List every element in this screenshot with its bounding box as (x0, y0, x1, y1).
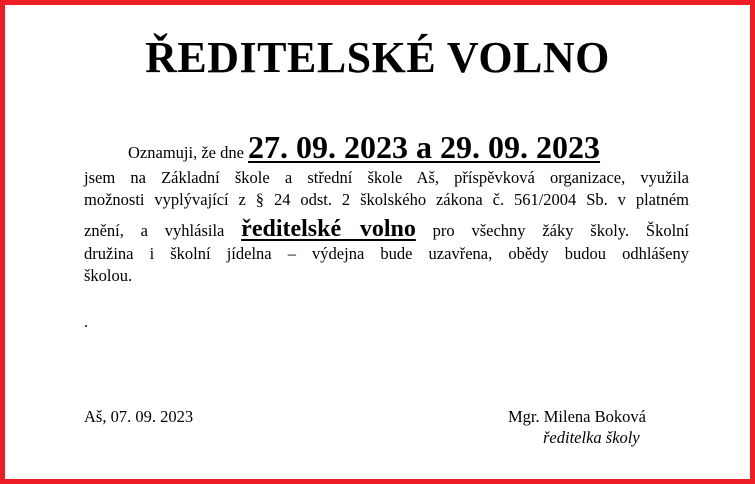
line4-after-text: pro všechny žáky školy. Školní (432, 221, 689, 240)
intro-text: Oznamuji, že dne (128, 143, 244, 162)
director-holiday-emphasis: ředitelské volno (241, 216, 416, 242)
announcement-line-4 (84, 214, 689, 246)
place-and-date: Aš, 07. 09. 2023 (84, 407, 194, 426)
line4-before-text: znění, a vyhlásila (84, 221, 225, 240)
announcement-line-2: jsem na Základní škole a střední škole Aš, příspěvková organizace, využila (84, 168, 689, 187)
announcement-line-6: školou. (84, 266, 133, 285)
notice-title: ŘEDITELSKÉ VOLNO (145, 33, 610, 82)
stray-dot: . (84, 312, 89, 331)
announcement-line-3: možnosti vyplývající z § 24 odst. 2 školského zákona č. 561/2004 Sb. v platném (84, 190, 689, 209)
holiday-dates: 27. 09. 2023 a 29. 09. 2023 (248, 129, 601, 165)
signer-role: ředitelka školy (543, 428, 640, 447)
announcement-line-5: družina i školní jídelna – výdejna bude uzavřena, obědy budou odhlášeny (84, 244, 689, 263)
signer-name: Mgr. Milena Boková (508, 407, 646, 426)
